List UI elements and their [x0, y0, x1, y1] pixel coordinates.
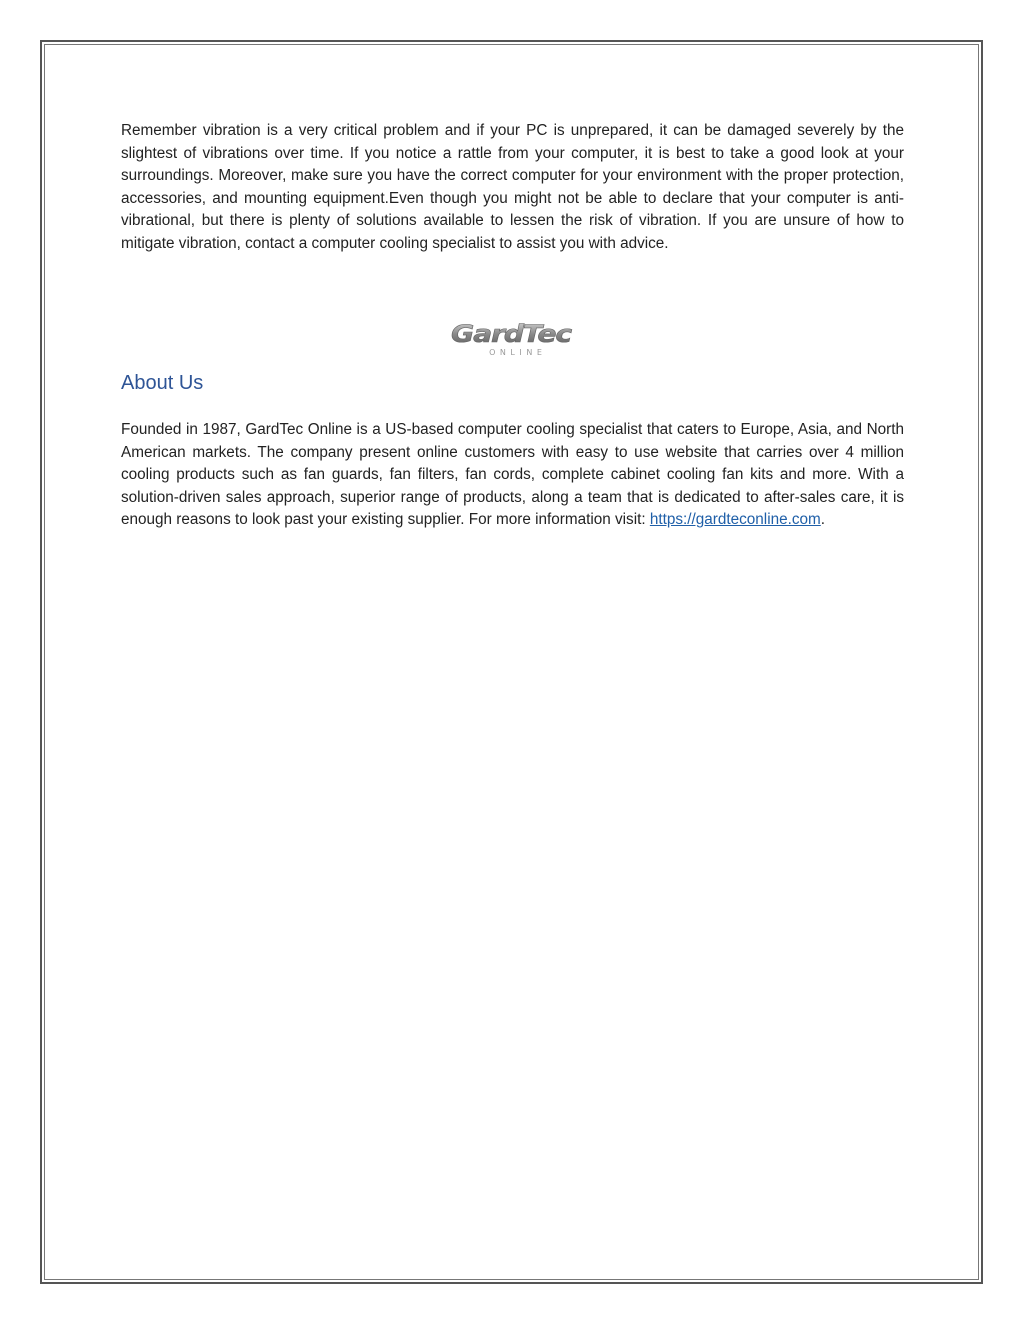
gardtec-logo: [448, 318, 574, 358]
about-paragraph: [121, 419, 904, 532]
svg-text:GardTec: GardTec: [451, 320, 572, 348]
about-us-heading: About Us: [121, 372, 204, 394]
website-link[interactable]: https://gardteconline.com: [649, 511, 821, 528]
svg-text:O N L I N E: O N L I N E: [489, 348, 543, 357]
intro-paragraph: Remember vibration is a very critical problem and if your PC is unprepared, it can be damaged severely by the slightest of vibrations over time. If you notice a rattle from your computer, it is best to take a good look at your surroundings. Moreover, make sure you have the correct computer for your environment with the proper protection, accessories, and mounting equipment.Even though you might not be able to declare that your computer is anti-vibrational, but there is plenty of solutions available to lessen the risk of vibration. If you are unsure of how to mitigate vibration, contact a computer cooling specialist to assist you with advice.: [121, 122, 904, 252]
about-paragraph-text: Founded in 1987, GardTec Online is a US-based computer cooling specialist that caters to Europe, Asia, and North American markets. The company present online customers with easy to use website that carries over 4 million cooling products such as fan guards, fan filters, fan cords, complete cabinet cooling fan kits and more. With a solution-driven sales approach, superior range of products, along a team that is dedicated to after-sales care, it is enough reasons to look past your existing supplier. For more information visit:: [121, 421, 904, 528]
about-paragraph-end: .: [820, 511, 826, 528]
